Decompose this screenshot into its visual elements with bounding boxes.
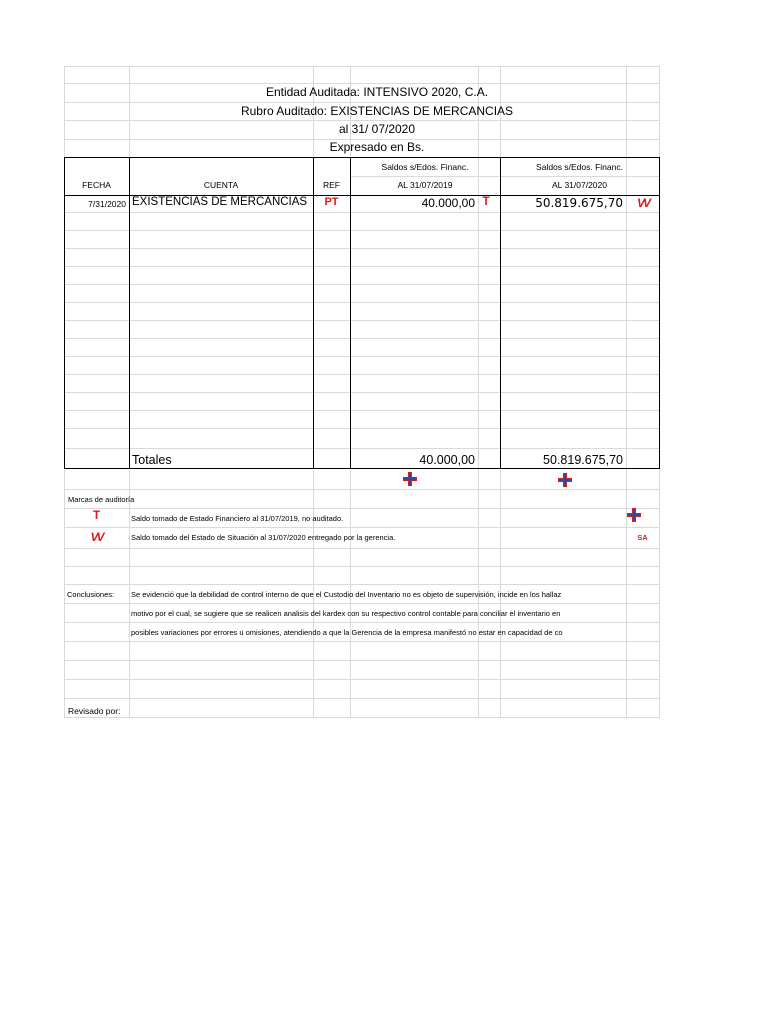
reviewed-by-label: Revisado por:	[68, 706, 121, 716]
row-mark-2019: T	[482, 196, 490, 208]
audit-marks-title: Marcas de auditoría	[68, 495, 135, 504]
grid-line	[64, 392, 660, 393]
table-border-right	[659, 157, 660, 469]
audited-item-title: Rubro Auditado: EXISTENCIAS DE MERCANCIAS	[240, 104, 514, 118]
row-saldo-2020: 50.819.675,70	[535, 196, 623, 210]
grid-line	[64, 212, 660, 213]
grid-line	[64, 374, 660, 375]
audit-cross-icon	[627, 508, 641, 522]
row-saldo-2019: 40.000,00	[421, 196, 475, 210]
sa-mark: SA	[637, 533, 648, 542]
conclusion-line: motivo por el cual, se sugiere que se realicen analisis del kardex con su respectivo control contable para conciliar el inventario en	[131, 610, 561, 618]
row-fecha: 7/31/2020	[88, 199, 126, 209]
grid-line	[64, 120, 660, 121]
grid-line	[64, 603, 660, 604]
table-column-divider	[350, 157, 351, 469]
column-header-fecha: FECHA	[82, 180, 111, 190]
table-column-divider	[500, 157, 501, 469]
grid-line	[64, 566, 660, 567]
currency-title: Expresado en Bs.	[329, 140, 425, 154]
audit-cross-icon	[558, 473, 572, 487]
row-cuenta: EXISTENCIAS DE MERCANCIAS	[132, 196, 308, 208]
table-border-top	[64, 157, 660, 158]
grid-line	[64, 428, 660, 429]
audit-date-title: al 31/ 07/2020	[338, 122, 416, 136]
grid-line	[64, 302, 660, 303]
column-header-cuenta: CUENTA	[203, 180, 239, 190]
grid-line	[64, 641, 660, 642]
column-header-saldos-2020-bottom: AL 31/07/2020	[552, 180, 607, 190]
table-border-bottom	[64, 468, 660, 469]
entity-title: Entidad Auditada: INTENSIVO 2020, C.A.	[265, 85, 489, 99]
mark-t-description: Saldo tomado de Estado Financiero al 31/07/2019, no auditado.	[131, 514, 344, 523]
conclusion-line: posibles variaciones por errores u omisiones, atendiendo a que la Gerencia de la empresa manifestó no estar en capacidad de co	[131, 629, 563, 637]
grid-line	[64, 527, 660, 528]
column-header-saldos-2019-top: Saldos s/Edos. Financ.	[381, 162, 469, 172]
grid-line	[64, 248, 660, 249]
grid-line	[64, 230, 660, 231]
grid-line	[64, 66, 660, 67]
grid-line	[64, 717, 660, 718]
grid-line	[64, 548, 660, 549]
grid-line	[64, 320, 660, 321]
grid-line	[64, 338, 660, 339]
grid-line	[64, 622, 660, 623]
grid-line	[64, 508, 660, 509]
grid-line	[64, 489, 660, 490]
mark-t-symbol: T	[92, 510, 101, 522]
grid-line	[64, 83, 660, 84]
table-column-divider	[129, 157, 130, 469]
totals-saldo-2019: 40.000,00	[419, 453, 475, 467]
audit-cross-icon	[403, 472, 417, 486]
grid-line	[350, 176, 660, 177]
grid-line	[64, 410, 660, 411]
grid-line	[64, 448, 660, 449]
grid-line	[64, 102, 660, 103]
mark-vv-description: Saldo tomado del Estado de Situación al 31/07/2020 entregado por la gerencia.	[131, 533, 396, 542]
grid-line	[64, 660, 660, 661]
grid-line	[64, 284, 660, 285]
grid-line	[64, 698, 660, 699]
totals-saldo-2020: 50.819.675,70	[543, 453, 623, 467]
totals-label: Totales	[132, 453, 172, 467]
grid-line	[64, 584, 660, 585]
column-header-saldos-2019-bottom: AL 31/07/2019	[397, 180, 453, 190]
grid-line	[64, 266, 660, 267]
row-mark-2020: VV	[636, 196, 649, 210]
conclusions-label: Conclusiones:	[67, 590, 115, 599]
row-ref: PT	[324, 196, 339, 208]
mark-vv-symbol: VV	[90, 530, 103, 544]
conclusion-line: Se evidenció que la debilidad de control interno de que el Custodio del Inventario no es objeto de supervisión, incide en los hallaz	[131, 591, 562, 599]
grid-line	[64, 356, 660, 357]
grid-line	[64, 679, 660, 680]
column-header-saldos-2020-top: Saldos s/Edos. Financ.	[536, 162, 623, 172]
column-header-ref: REF	[323, 180, 340, 190]
